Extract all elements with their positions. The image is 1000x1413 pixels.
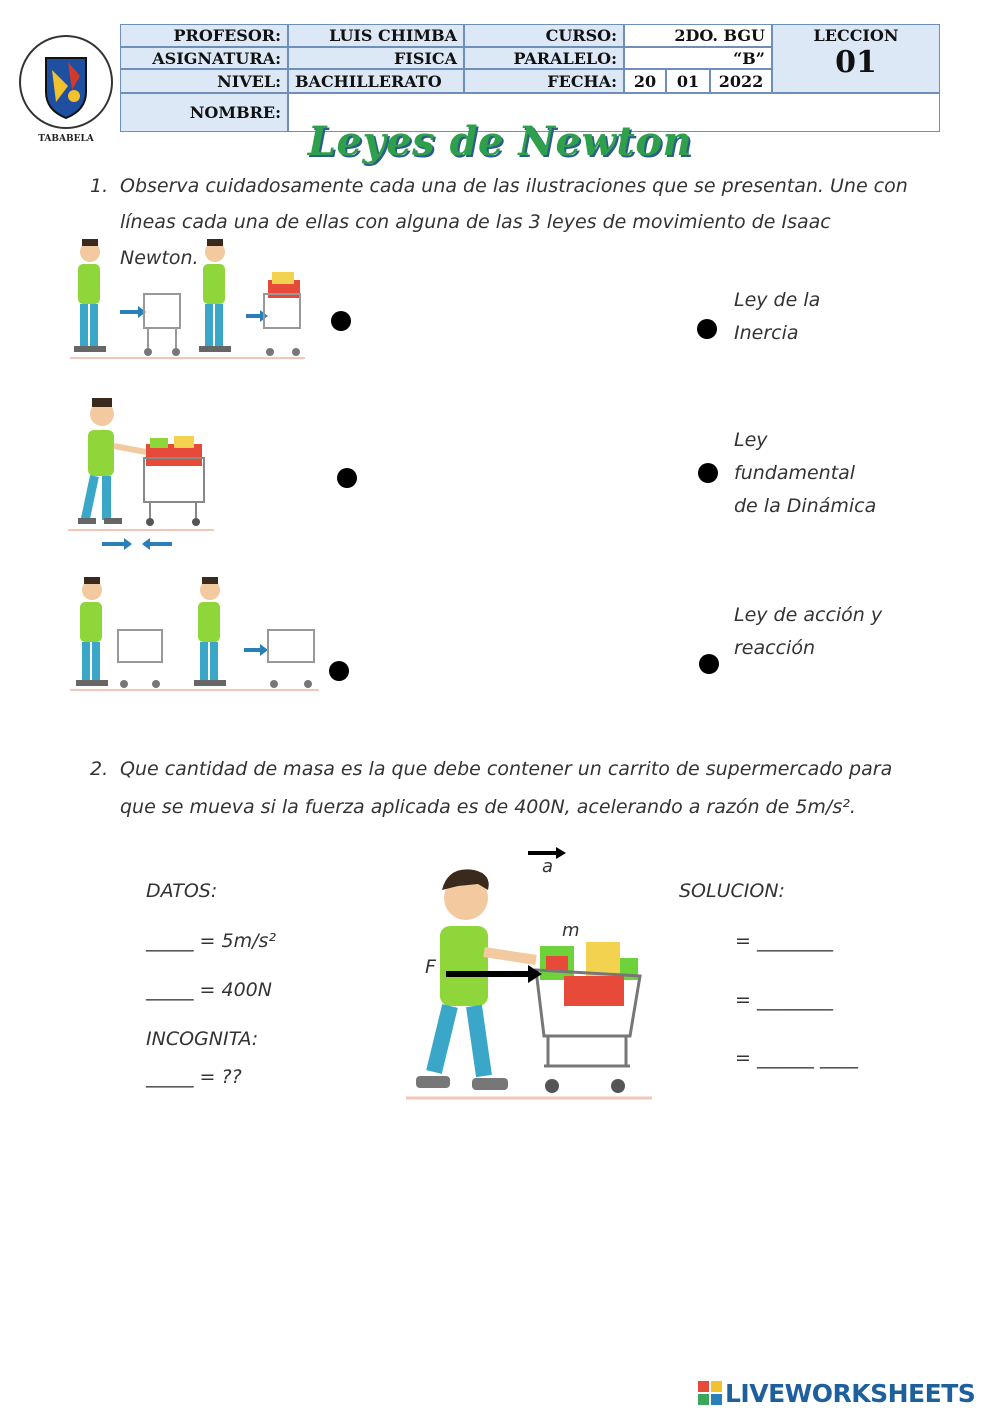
curso-label: CURSO:	[464, 24, 624, 47]
force-diagram	[404, 840, 654, 1105]
liveworksheets-watermark	[698, 1378, 998, 1408]
law-dynamics	[734, 424, 904, 523]
illustration-3-dot[interactable]	[329, 661, 349, 681]
nivel-value: BACHILLERATO	[288, 69, 464, 93]
label-m: m	[562, 920, 580, 941]
label-a: a	[542, 856, 554, 877]
fecha-year: 2022	[710, 69, 772, 93]
datos-force[interactable]: _____ = 400N	[146, 979, 272, 1001]
datos-label: DATOS:	[146, 880, 218, 902]
nivel-label: NIVEL:	[120, 69, 288, 93]
fecha-label: FECHA:	[464, 69, 624, 93]
law-1-line-2: Inercia	[734, 322, 799, 344]
law-3-line-2: reacción	[734, 637, 815, 659]
question-1-text: Observa cuidadosamente cada una de las ilustraciones que se presentan. Une con líneas cada una de ellas con alguna de las 3 leyes de movimiento de Isaac Newton.	[120, 175, 908, 269]
leccion-box	[772, 24, 940, 93]
question-2	[90, 750, 910, 826]
paralelo-label: PARALELO:	[464, 47, 624, 69]
profesor-value: LUIS CHIMBA	[288, 24, 464, 47]
illustration-1-dot[interactable]	[331, 311, 351, 331]
leccion-number: 01	[835, 45, 877, 80]
question-1-number: 1.	[90, 175, 109, 197]
incognita-label: INCOGNITA:	[146, 1028, 259, 1050]
law-1-dot[interactable]	[697, 319, 717, 339]
solucion-line-2[interactable]: = ________	[735, 989, 833, 1011]
incognita-mass[interactable]: _____ = ??	[146, 1066, 242, 1088]
label-F: F	[425, 956, 436, 978]
solucion-label: SOLUCION:	[679, 880, 785, 902]
illustration-2-dot[interactable]	[337, 468, 357, 488]
fecha-day: 20	[624, 69, 666, 93]
law-2-dot[interactable]	[698, 463, 718, 483]
leccion-label: LECCION	[813, 26, 899, 45]
question-2-text: Que cantidad de masa es la que debe contener un carrito de supermercado para que se mueva si la fuerza aplicada es de 400N, acelerando a razón de 5m/s².	[120, 758, 893, 818]
asignatura-value: FISICA	[288, 47, 464, 69]
profesor-label: PROFESOR:	[120, 24, 288, 47]
curso-value: 2DO. BGU	[624, 24, 772, 47]
question-2-number: 2.	[90, 758, 109, 780]
solucion-line-3[interactable]: = ______ ____	[735, 1047, 858, 1069]
asignatura-label: ASIGNATURA:	[120, 47, 288, 69]
logo-place-text: TABABELA	[38, 134, 94, 144]
liveworksheets-logo-icon	[698, 1381, 722, 1405]
law-inertia	[734, 284, 904, 350]
law-2-line-3: de la Dinámica	[734, 495, 877, 517]
illustration-inertia	[60, 236, 320, 366]
watermark-text: LIVEWORKSHEETS	[725, 1378, 976, 1408]
law-action-reaction	[734, 599, 904, 665]
illustration-action-reaction	[64, 574, 324, 694]
law-2-line-1: Ley	[734, 429, 768, 451]
law-1-line-1: Ley de la	[734, 289, 821, 311]
fecha-month: 01	[666, 69, 710, 93]
law-3-dot[interactable]	[699, 654, 719, 674]
illustration-dynamics	[66, 396, 216, 556]
law-3-line-1: Ley de acción y	[734, 604, 883, 626]
datos-acceleration[interactable]: _____ = 5m/s²	[146, 930, 277, 952]
nombre-label: NOMBRE:	[120, 93, 288, 132]
page-title: Leyes de Newton	[307, 118, 693, 165]
law-2-line-2: fundamental	[734, 462, 856, 484]
paralelo-value: “B”	[624, 47, 772, 69]
header-table	[120, 24, 940, 132]
solucion-line-1[interactable]: = ________	[735, 930, 833, 952]
